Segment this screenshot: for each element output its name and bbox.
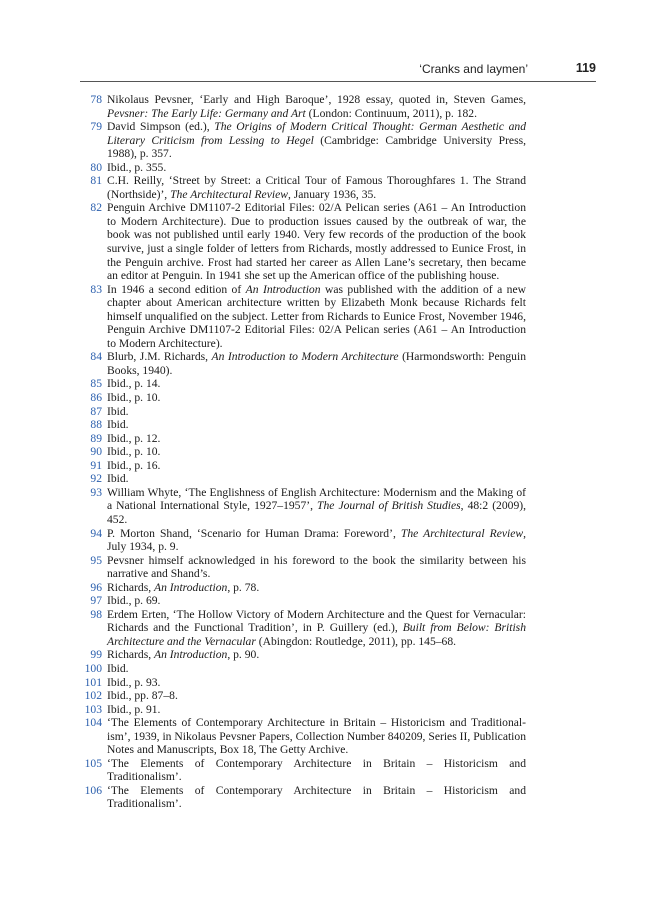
endnote-item [80,377,526,391]
endnote-text: Blurb, J.M. Richards, An Introduction to Modern Architecture (Harmondsworth: Penguin Books, 1940). [107,350,526,377]
endnote-text: Nikolaus Pevsner, ‘Early and High Baroque’, 1928 essay, quoted in, Steven Games, Pevsner: The Early Life: Germany and Art (London: Continuum, 2011), p. 182. [107,93,526,120]
endnote-text: Ibid., p. 69. [107,594,161,608]
endnote-number-link[interactable]: 81 [90,174,102,188]
endnote-item [80,350,526,377]
endnote-number-link[interactable]: 92 [90,472,102,486]
header-rule [80,81,596,82]
endnote-item [80,757,526,784]
endnote-text: Richards, An Introduction, p. 78. [107,580,260,594]
endnote-number-link[interactable]: 78 [90,93,102,106]
endnote-item [80,486,526,527]
endnote-text: William Whyte, ‘The Englishness of English Architecture: Modernism and the Making of a National International Style, 1927–1957’, The Journal of British Studies, 48:2 (2009), 452. [107,485,527,526]
endnote-number-link[interactable]: 104 [84,716,102,730]
endnote-number-link[interactable]: 100 [84,661,102,675]
endnote-item [80,608,526,649]
endnote-number-link[interactable]: 105 [84,756,102,770]
endnote-number-link[interactable]: 99 [90,648,102,662]
endnote-number-link[interactable]: 95 [90,553,102,567]
endnote-text: Ibid., p. 16. [107,458,161,472]
endnote-text: ‘The Elements of Contemporary Architecture in Britain – Historicism and Traditionalism’. [107,756,526,784]
endnote-item [80,391,526,405]
endnote-number-link[interactable]: 91 [90,458,102,472]
endnote-text: ‘The Elements of Contemporary Architecture in Britain – Historicism and Traditional-ism’, 1939, in Nikolaus Pevsner Papers, Collection Number 840209, Series II, Publication Notes and Manuscripts, Box 18, The Getty Archive. [107,716,526,757]
endnote-item [80,689,526,703]
endnote-text: Ibid., p. 10. [107,445,161,459]
endnote-item [80,120,526,161]
endnote-item [80,445,526,459]
endnote-text: Pevsner himself acknowledged in his foreword to the book the similarity between his narrative and Shand’s. [107,553,526,581]
endnote-item [80,161,526,175]
endnote-text: Ibid., p. 355. [107,160,167,174]
endnote-text: Ibid. [107,661,129,675]
endnote-number-link[interactable]: 90 [90,445,102,459]
endnote-text: Ibid., p. 91. [107,702,161,716]
endnote-number-link[interactable]: 88 [90,418,102,432]
running-title: ‘Cranks and laymen’ [419,62,528,76]
endnote-number-link[interactable]: 86 [90,391,102,405]
endnote-text: Ibid., pp. 87–8. [107,689,178,703]
endnote-number-link[interactable]: 89 [90,431,102,445]
endnote-item [80,283,526,351]
endnote-item [80,93,526,120]
endnote-item [80,784,526,811]
endnote-item [80,554,526,581]
endnote-item [80,405,526,419]
endnote-item [80,716,526,757]
endnote-item [80,459,526,473]
endnote-number-link[interactable]: 83 [90,282,102,296]
endnote-item [80,594,526,608]
endnote-item [80,581,526,595]
endnote-number-link[interactable]: 106 [84,783,102,797]
endnote-number-link[interactable]: 103 [84,702,102,716]
endnotes-list [80,93,526,811]
page-header [80,59,596,79]
endnote-number-link[interactable]: 84 [90,350,102,364]
endnote-text: Richards, An Introduction, p. 90. [107,648,260,662]
endnote-number-link[interactable]: 101 [84,675,102,689]
endnote-text: Ibid., p. 10. [107,391,161,405]
endnote-text: ‘The Elements of Contemporary Architecture in Britain – Historicism and Traditionalism’. [107,783,526,811]
endnote-text: Ibid. [107,472,129,486]
page-number: 119 [575,61,596,75]
endnote-text: David Simpson (ed.), The Origins of Modern Critical Thought: German Aesthetic and Literary Criticism from Lessing to Hegel (Cambridge: Cambridge University Press, 1988), p. 357. [107,120,526,161]
endnote-text: Ibid. [107,418,129,432]
endnote-item [80,648,526,662]
endnote-text: C.H. Reilly, ‘Street by Street: a Critical Tour of Famous Thoroughfares 1. The Strand (Northside)’, The Architectural Review, January 1936, 35. [107,174,526,201]
endnote-item [80,527,526,554]
endnote-number-link[interactable]: 85 [90,377,102,391]
endnote-text: In 1946 a second edition of An Introduction was published with the addition of a new chapter about American architecture written by Elizabeth Monk because Richards felt himself unqualified on the subject. Letter from Richards to Eunice Frost, November 1946, Penguin Archive DM1107-2 Editorial Files: 02/A Pelican series (A61 – An Introduction to Modern Architecture). [107,282,527,350]
endnote-item [80,472,526,486]
endnote-number-link[interactable]: 97 [90,594,102,608]
endnote-text: Ibid. [107,404,129,418]
endnote-number-link[interactable]: 80 [90,160,102,174]
endnote-item [80,418,526,432]
endnote-number-link[interactable]: 79 [90,120,102,134]
endnote-text: Ibid., p. 93. [107,675,161,689]
endnote-item [80,201,526,282]
endnote-text: Erdem Erten, ‘The Hollow Victory of Modern Architecture and the Quest for Vernacular: Richards and the Functional Tradition’, in P. Guillery (ed.), Built from Below: British Architecture and the Vernacular (Abingdon: Routledge, 2011), pp. 145–68. [107,607,526,648]
endnote-number-link[interactable]: 82 [90,201,102,215]
endnote-item [80,703,526,717]
endnote-number-link[interactable]: 96 [90,580,102,594]
endnote-item [80,432,526,446]
endnote-number-link[interactable]: 98 [90,607,102,621]
endnote-number-link[interactable]: 94 [90,526,102,540]
endnote-item [80,676,526,690]
endnote-text: Penguin Archive DM1107-2 Editorial Files: 02/A Pelican series (A61 – An Introduction to Modern Architecture). Due to production issues caused by the outbreak of war, the book was not published until early 1940. Very few records of the production of the book survive, just a single folder of letters from Richards, mostly addressed to Eunice Frost, in the Penguin archive. Frost had started her career as Allen Lane’s secretary, then became an editor at Penguin. In 1941 she set up the American office of the publishing house. [107,201,526,283]
endnote-number-link[interactable]: 102 [84,689,102,703]
endnote-item [80,662,526,676]
endnote-number-link[interactable]: 87 [90,404,102,418]
endnote-number-link[interactable]: 93 [90,485,102,499]
endnote-text: Ibid., p. 12. [107,431,161,445]
endnote-text: Ibid., p. 14. [107,377,161,391]
endnote-text: P. Morton Shand, ‘Scenario for Human Drama: Foreword’, The Architectural Review, July 1934, p. 9. [107,526,526,554]
endnote-item [80,174,526,201]
